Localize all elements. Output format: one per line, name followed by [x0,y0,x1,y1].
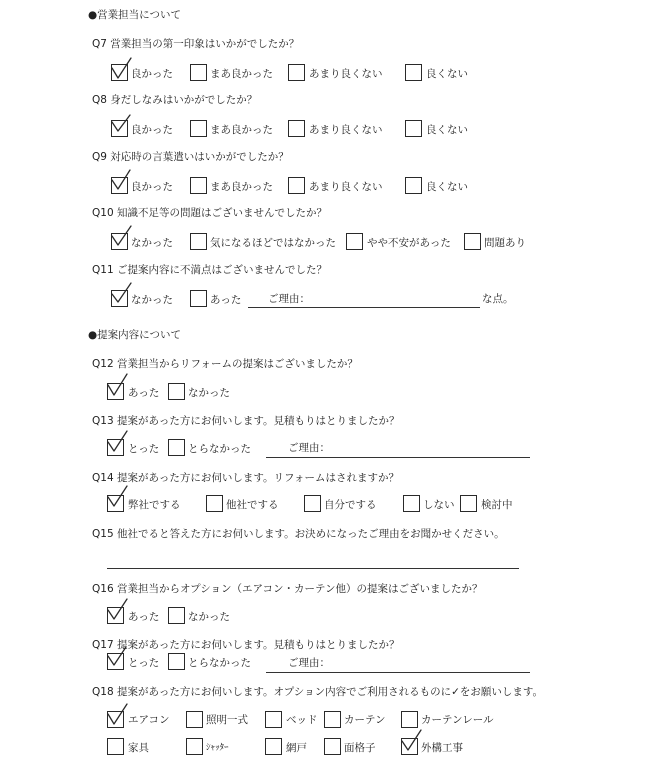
q18-opt6-checkbox[interactable] [107,738,124,755]
q13-reason-line[interactable] [266,457,530,458]
q14-opt4-checkbox[interactable] [403,495,420,512]
q14-opt1-label: 弊社でする [128,499,181,511]
q13-question: Q13 提案があった方にお伺いします。見積もりはとりましたか？ [92,415,400,427]
q8-opt2-checkbox[interactable] [190,120,207,137]
q18-question: Q18 提案があった方にお伺いします。オプション内容でご利用されるものに✓をお願いします。 [92,686,544,698]
q11-reason-label: ご理由： [268,293,310,305]
q18-opt6-label: 家具 [128,742,149,754]
q11-opt1-label: なかった [131,294,173,306]
q14-opt1-checkbox[interactable] [107,495,124,512]
q17-opt2-label: とらなかった [188,657,251,669]
q17-opt1-checkbox[interactable] [107,653,124,670]
q12-opt2-checkbox[interactable] [168,383,185,400]
q13-opt2-checkbox[interactable] [168,439,185,456]
q8-question: Q8 身だしなみはいかがでしたか？ [92,94,258,106]
q11-reason-suffix: な点。 [482,293,514,305]
q18-opt10-label: 外構工事 [421,742,463,754]
q10-opt3-label: やや不安があった [367,237,451,249]
q7-opt3-label: あまり良くない [309,68,383,80]
q11-reason-line[interactable] [248,307,480,308]
q14-opt2-label: 他社でする [226,499,279,511]
q16-opt1-checkbox[interactable] [107,607,124,624]
q9-opt4-label: 良くない [426,181,468,193]
q13-opt2-label: とらなかった [188,443,251,455]
q10-opt1-checkbox[interactable] [111,233,128,250]
q14-opt4-label: しない [423,499,455,511]
q10-question: Q10 知識不足等の問題はございませんでしたか？ [92,207,327,219]
q12-opt1-label: あった [128,387,160,399]
q13-reason-label: ご理由： [288,442,330,454]
q18-opt9-checkbox[interactable] [324,738,341,755]
q10-opt2-checkbox[interactable] [190,233,207,250]
q11-opt2-label: あった [210,294,242,306]
q8-opt2-label: まあ良かった [210,124,273,136]
q8-opt1-checkbox[interactable] [111,120,128,137]
q8-opt3-label: あまり良くない [309,124,383,136]
q18-opt10-checkbox[interactable] [401,738,418,755]
q18-opt2-checkbox[interactable] [186,711,203,728]
q18-opt8-label: 網戸 [286,742,307,754]
q13-opt1-checkbox[interactable] [107,439,124,456]
q17-reason-label: ご理由： [288,657,330,669]
q12-opt1-checkbox[interactable] [107,383,124,400]
q14-opt5-checkbox[interactable] [460,495,477,512]
q10-opt3-checkbox[interactable] [346,233,363,250]
q16-opt2-label: なかった [188,611,230,623]
q14-question: Q14 提案があった方にお伺いします。リフォームはされますか？ [92,472,399,484]
q10-opt4-label: 問題あり [484,237,526,249]
q14-opt2-checkbox[interactable] [206,495,223,512]
q10-opt2-label: 気になるほどではなかった [210,237,336,249]
q8-opt1-label: 良かった [131,124,173,136]
q9-opt3-checkbox[interactable] [288,177,305,194]
section-title-sales: ●営業担当について [88,9,181,21]
q9-opt4-checkbox[interactable] [405,177,422,194]
q7-opt4-checkbox[interactable] [405,64,422,81]
q18-opt4-checkbox[interactable] [324,711,341,728]
q8-opt3-checkbox[interactable] [288,120,305,137]
q18-opt7-checkbox[interactable] [186,738,203,755]
q7-question: Q7 営業担当の第一印象はいかがでしたか？ [92,38,300,50]
q18-opt4-label: カーテン [344,714,386,726]
q18-opt1-label: エアコン [128,714,170,726]
q18-opt5-checkbox[interactable] [401,711,418,728]
section-title-proposal: ●提案内容について [88,329,181,341]
q18-opt3-checkbox[interactable] [265,711,282,728]
q11-question: Q11 ご提案内容に不満点はございませんでした？ [92,264,327,276]
q16-question: Q16 営業担当からオプション（エアコン・カーテン他）の提案はございましたか？ [92,583,483,595]
q10-opt4-checkbox[interactable] [464,233,481,250]
q18-opt3-label: ベッド [286,714,318,726]
q9-opt2-checkbox[interactable] [190,177,207,194]
q17-question: Q17 提案があった方にお伺いします。見積もりはとりましたか？ [92,639,400,651]
q16-opt2-checkbox[interactable] [168,607,185,624]
q7-opt1-label: 良かった [131,68,173,80]
q17-reason-line[interactable] [266,672,530,673]
q11-opt1-checkbox[interactable] [111,290,128,307]
q7-opt1-checkbox[interactable] [111,64,128,81]
q17-opt2-checkbox[interactable] [168,653,185,670]
q18-opt2-label: 照明一式 [206,714,248,726]
q9-question: Q9 対応時の言葉遣いはいかがでしたか？ [92,151,289,163]
q14-opt3-checkbox[interactable] [304,495,321,512]
q7-opt3-checkbox[interactable] [288,64,305,81]
q8-opt4-checkbox[interactable] [405,120,422,137]
q7-opt2-label: まあ良かった [210,68,273,80]
q9-opt1-label: 良かった [131,181,173,193]
q18-opt1-checkbox[interactable] [107,711,124,728]
q15-answer-line[interactable] [107,568,519,569]
q18-opt5-label: カーテンレール [421,714,494,726]
q14-opt5-label: 検討中 [481,499,513,511]
q12-question: Q12 営業担当からリフォームの提案はございましたか？ [92,358,358,370]
q17-opt1-label: とった [128,657,160,669]
q16-opt1-label: あった [128,611,160,623]
q7-opt2-checkbox[interactable] [190,64,207,81]
q8-opt4-label: 良くない [426,124,468,136]
q18-opt8-checkbox[interactable] [265,738,282,755]
q9-opt3-label: あまり良くない [309,181,383,193]
q7-opt4-label: 良くない [426,68,468,80]
q18-opt7-label: ｼｬｯﾀｰ [206,743,229,753]
q10-opt1-label: なかった [131,237,173,249]
q9-opt2-label: まあ良かった [210,181,273,193]
q14-opt3-label: 自分でする [324,499,377,511]
q11-opt2-checkbox[interactable] [190,290,207,307]
q12-opt2-label: なかった [188,387,230,399]
q13-opt1-label: とった [128,443,160,455]
q9-opt1-checkbox[interactable] [111,177,128,194]
q15-question: Q15 他社でると答えた方にお伺いします。お決めになったご理由をお聞かせください。 [92,528,505,540]
q18-opt9-label: 面格子 [344,742,376,754]
